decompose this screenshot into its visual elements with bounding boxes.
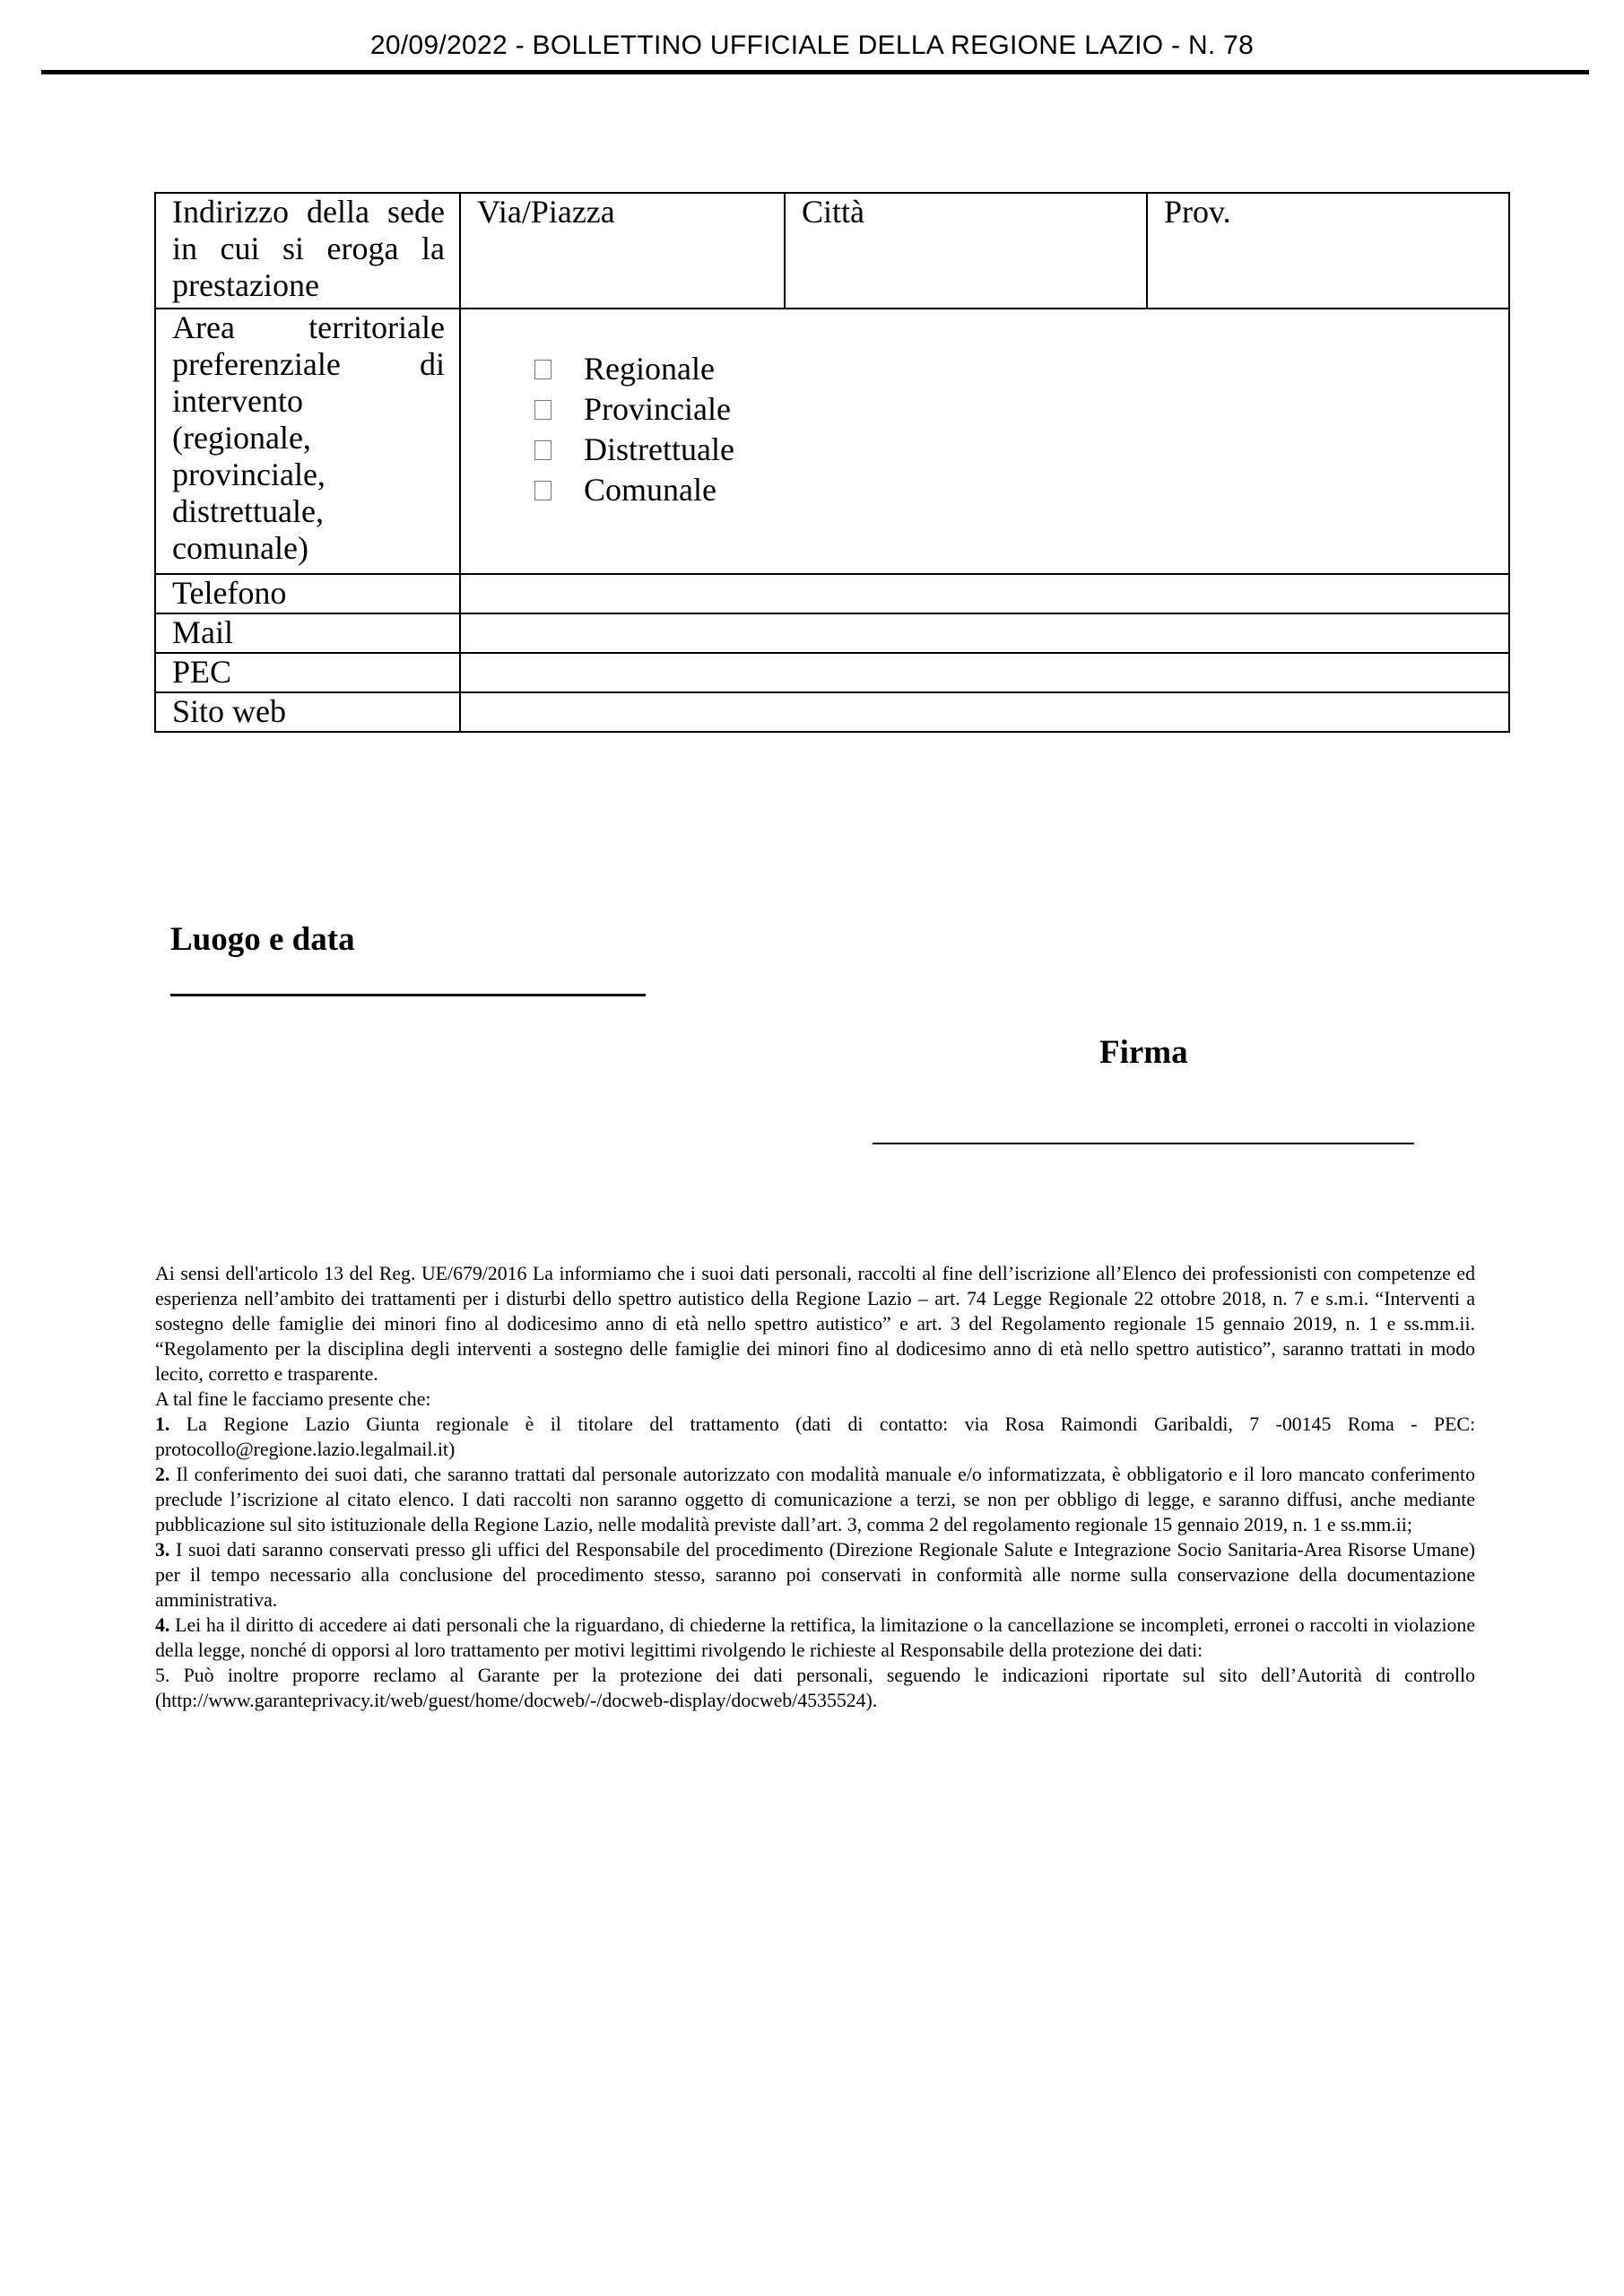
- option-provinciale[interactable]: [534, 389, 1494, 430]
- phone-row: [155, 574, 1509, 613]
- address-label: Indirizzo della sede in cui si eroga la prestazione: [172, 194, 445, 303]
- website-field[interactable]: [460, 692, 1509, 732]
- option-distrettuale[interactable]: [534, 430, 1494, 470]
- option-regionale[interactable]: [534, 349, 1494, 389]
- area-label-line-3: intervento: [172, 383, 303, 419]
- mail-field[interactable]: [460, 613, 1509, 653]
- area-label-line-1: Area territoriale: [172, 309, 445, 345]
- item-number: 1.: [155, 1413, 170, 1435]
- option-label: Comunale: [584, 472, 716, 508]
- privacy-item-5: [155, 1663, 1475, 1713]
- item-number: 4.: [155, 1614, 170, 1636]
- option-label: Provinciale: [584, 391, 731, 427]
- address-label-cell: [155, 193, 460, 309]
- item-text: Può inoltre proporre reclamo al Garante per la protezione dei dati personali, seguendo le indicazioni riportate sul sito dell’Autorità di controllo (http://www.garanteprivacy.it/web/guest/home/docweb/-/docweb-display/docweb/4535524).: [155, 1665, 1475, 1711]
- privacy-lead: A tal fine le facciamo presente che:: [155, 1388, 431, 1410]
- province-field[interactable]: [1147, 193, 1509, 309]
- website-label: Sito web: [155, 692, 460, 732]
- checkbox-icon[interactable]: [534, 360, 551, 379]
- privacy-notice: [155, 1261, 1475, 1713]
- option-label: Distrettuale: [584, 431, 734, 467]
- area-label-line-6: distrettuale,: [172, 493, 324, 529]
- phone-label: Telefono: [155, 574, 460, 613]
- pec-field[interactable]: [460, 653, 1509, 692]
- street-field[interactable]: [460, 193, 785, 309]
- province-label: Prov.: [1164, 194, 1231, 230]
- bulletin-header: 20/09/2022 - BOLLETTINO UFFICIALE DELLA REGIONE LAZIO - N. 78: [369, 30, 1255, 60]
- signature-line[interactable]: [873, 1143, 1414, 1144]
- place-date-line[interactable]: [170, 994, 646, 996]
- mail-label: Mail: [155, 613, 460, 653]
- checkbox-icon[interactable]: [534, 400, 551, 420]
- area-options: [534, 349, 1494, 510]
- contact-form-table: [154, 192, 1510, 733]
- item-text: Il conferimento dei suoi dati, che saranno trattati dal personale autorizzato con modalità manuale e/o informatizzata, è obbligatorio e il loro mancato conferimento preclude l’iscrizione al citato elenco. I dati raccolti non saranno oggetto di comunicazione a terzi, se non per obbligo di legge, e saranno diffusi, anche mediante pubblicazione sul sito istituzionale della Regione Lazio, nelle modalità previste dall’art. 3, comma 2 del regolamento regionale 15 gennaio 2019, n. 1 e ss.mm.ii;: [155, 1464, 1475, 1535]
- area-label-line-2: preferenziale di: [172, 346, 445, 382]
- item-text: Lei ha il diritto di accedere ai dati personali che la riguardano, di chiederne la rettifica, la limitazione o la cancellazione se incompleti, erronei o raccolti in violazione della legge, nonché di opporsi al loro trattamento per motivi legittimi rivolgendo le richieste al Responsabile della protezione dei dati:: [155, 1614, 1475, 1661]
- privacy-intro: Ai sensi dell'articolo 13 del Reg. UE/679/2016 La informiamo che i suoi dati personali, raccolti al fine dell’iscrizione all’Elenco dei professionisti con competenze ed esperienza nell’ambito dei trattamenti per i disturbi dello spettro autistico della Regione Lazio – art. 74 Legge Regionale 22 ottobre 2018, n. 7 e s.m.i. “Interventi a sostegno delle famiglie dei minori fino al dodicesimo anno di età nello spettro autistico” e art. 3 del Regolamento regionale 15 gennaio 2019, n. 1 e ss.mm.ii. “Regolamento per la disciplina degli interventi a sostegno delle famiglie dei minori fino al dodicesimo anno di età nello spettro autistico”, saranno trattati in modo lecito, corretto e trasparente.: [155, 1263, 1475, 1385]
- area-label-line-4: (regionale,: [172, 420, 311, 456]
- area-label-line-5: provinciale,: [172, 457, 326, 492]
- address-row: [155, 193, 1509, 309]
- mail-row: [155, 613, 1509, 653]
- item-number: 2.: [155, 1464, 170, 1485]
- privacy-item-3: [155, 1537, 1475, 1613]
- street-label: Via/Piazza: [477, 194, 615, 230]
- city-label: Città: [802, 194, 864, 230]
- privacy-item-1: [155, 1412, 1475, 1462]
- header-rule: [41, 70, 1589, 74]
- checkbox-icon[interactable]: [534, 481, 551, 500]
- item-text: La Regione Lazio Giunta regionale è il titolare del trattamento (dati di contatto: via Rosa Raimondi Garibaldi, 7 -00145 Roma - PEC: protocollo@regione.lazio.legalmail.it): [155, 1413, 1476, 1460]
- area-options-cell: [460, 309, 1509, 574]
- item-number: 5.: [155, 1665, 170, 1686]
- place-date-label: Luogo e data: [170, 921, 355, 958]
- pec-label: PEC: [155, 653, 460, 692]
- checkbox-icon[interactable]: [534, 440, 551, 460]
- pec-row: [155, 653, 1509, 692]
- item-number: 3.: [155, 1539, 170, 1561]
- phone-field[interactable]: [460, 574, 1509, 613]
- signature-label: Firma: [1099, 1034, 1188, 1071]
- area-label-cell: [155, 309, 460, 574]
- option-label: Regionale: [584, 351, 715, 387]
- option-comunale[interactable]: [534, 470, 1494, 510]
- privacy-item-4: [155, 1613, 1475, 1663]
- area-label-line-7: comunale): [172, 530, 308, 566]
- website-row: [155, 692, 1509, 732]
- city-field[interactable]: [785, 193, 1147, 309]
- item-text: I suoi dati saranno conservati presso gli uffici del Responsabile del procedimento (Direzione Regionale Salute e Integrazione Socio Sanitaria-Area Risorse Umane) per il tempo necessario alla conclusione del procedimento stesso, saranno poi conservati in conformità alle norme sulla conservazione della documentazione amministrativa.: [155, 1539, 1476, 1611]
- area-row: [155, 309, 1509, 574]
- privacy-item-2: [155, 1462, 1475, 1537]
